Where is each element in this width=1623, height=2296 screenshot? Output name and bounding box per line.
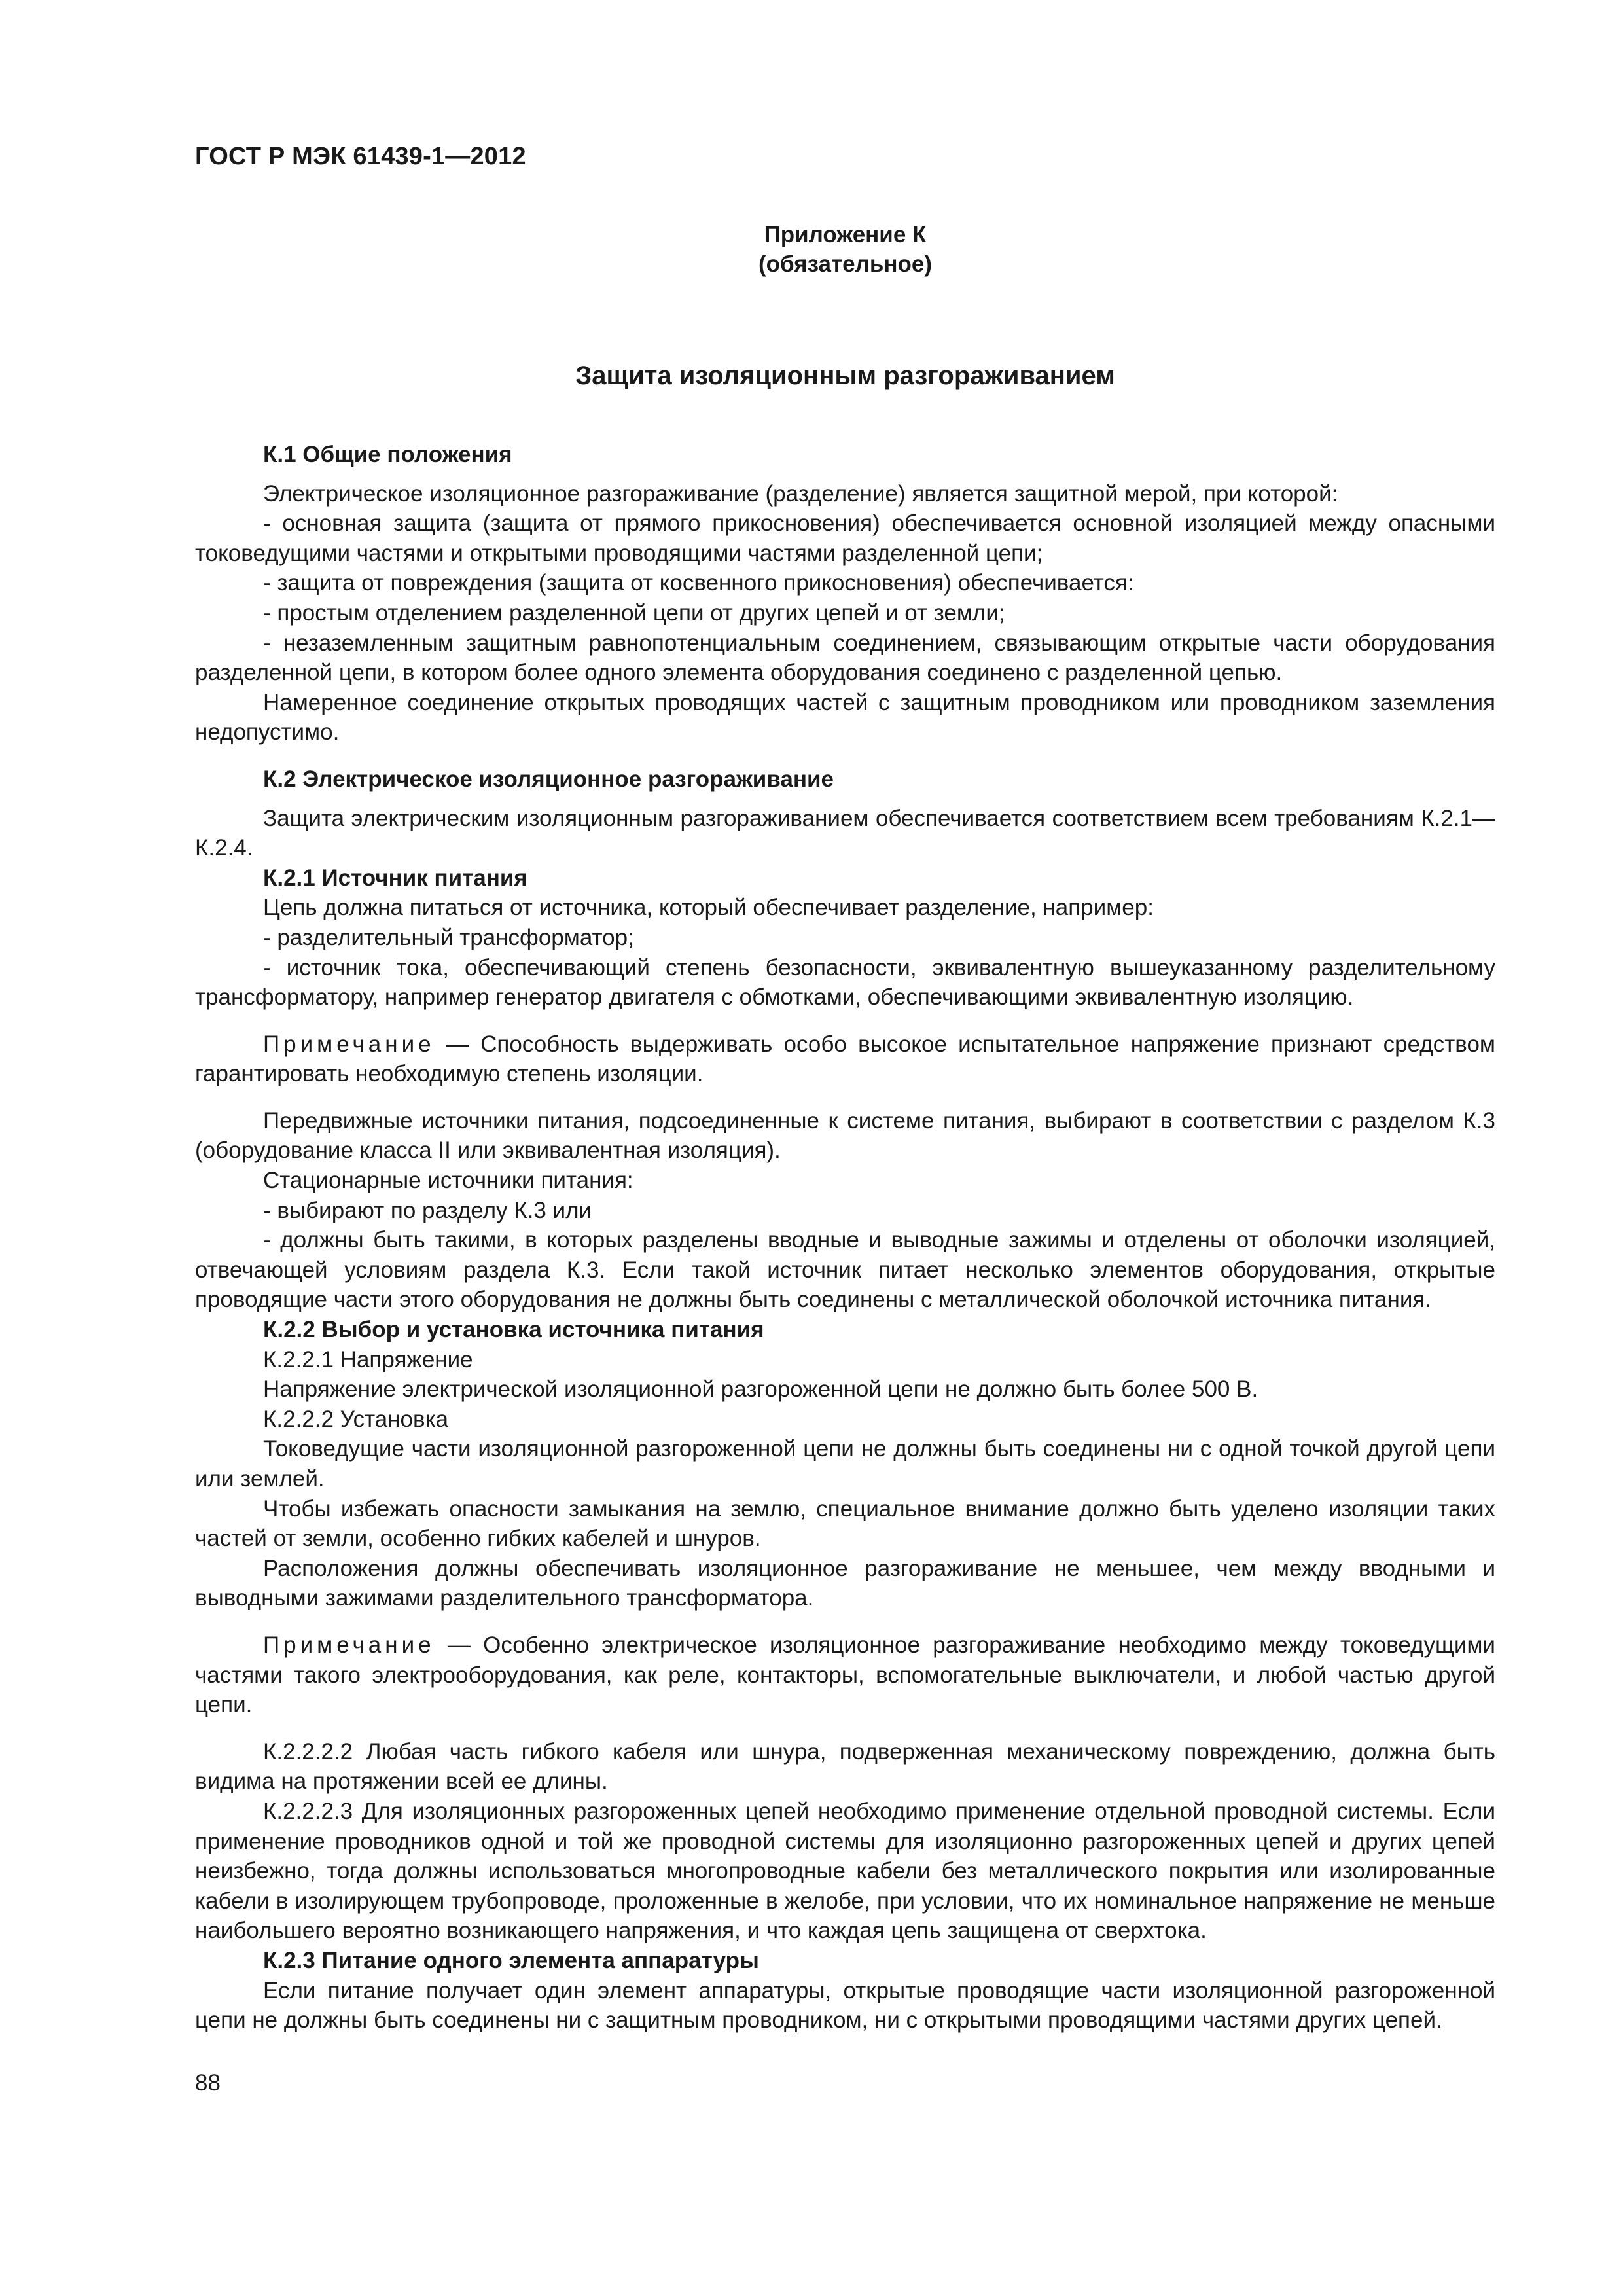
document-body: [195, 440, 1495, 2036]
paragraph: К.2.2.2.2 Любая часть гибкого кабеля или шнура, подверженная механическому повреждению, должна быть видима на протяжении всей ее длины.: [195, 1738, 1495, 1795]
appendix-label: Приложение К: [764, 222, 927, 247]
note-label: Примечание: [263, 1632, 435, 1658]
page-number: 88: [195, 2070, 221, 2096]
subsection-heading-k23: К.2.3 Питание одного элемента аппаратуры: [263, 1947, 759, 1973]
paragraph: - должны быть такими, в которых разделены вводные и выводные зажимы и отделены от оболочки изоляцией, отвечающей условиям раздела К.3. Если такой источник питает несколько элементов оборудования, открытые проводящие части этого оборудования не должны быть соединены с металлической оболочкой источника питания.: [195, 1227, 1495, 1313]
paragraph: Цепь должна питаться от источника, который обеспечивает разделение, например:: [263, 895, 1154, 921]
subsection-heading-k21: К.2.1 Источник питания: [263, 865, 527, 891]
appendix-status: (обязательное): [758, 251, 932, 277]
page-title: Защита изоляционным разгораживанием: [575, 361, 1115, 390]
paragraph: Если питание получает один элемент аппаратуры, открытые проводящие части изоляционной разгороженной цепи не должны быть соединены ни с защитным проводником, ни с открытыми проводящими частями других цепей.: [195, 1977, 1495, 2034]
paragraph: - источник тока, обеспечивающий степень безопасности, эквивалентную вышеуказанному разделительному трансформатору, например генератор двигателя с обмотками, обеспечивающими эквивалентную изоляцию.: [195, 954, 1495, 1011]
section-heading-k1: К.1 Общие положения: [263, 442, 512, 467]
paragraph: - выбирают по разделу К.3 или: [263, 1197, 592, 1223]
paragraph: - разделительный трансформатор;: [263, 924, 634, 950]
subsection-heading-k222: К.2.2.2 Установка: [263, 1406, 449, 1432]
note-text: — Особенно электрическое изоляционное разгораживание необходимо между токоведущими частями такого электрооборудования, как реле, контакторы, вспомогательные выключатели, и любой частью другой цепи.: [195, 1632, 1495, 1718]
paragraph: Расположения должны обеспечивать изоляционное разгораживание не меньшее, чем между вводными и выводными зажимами разделительного трансформатора.: [195, 1555, 1495, 1611]
paragraph: - основная защита (защита от прямого прикосновения) обеспечивается основной изоляцией между опасными токоведущими частями и открытыми проводящими частями разделенной цепи;: [195, 511, 1495, 566]
paragraph: Чтобы избежать опасности замыкания на землю, специальное внимание должно быть уделено изоляции таких частей от земли, особенно гибких кабелей и шнуров.: [195, 1496, 1495, 1552]
section-heading-k2: К.2 Электрическое изоляционное разгораживание: [263, 766, 834, 792]
appendix-heading: [195, 220, 1495, 279]
paragraph: Электрическое изоляционное разгораживание (разделение) является защитной мерой, при которой:: [263, 480, 1338, 507]
note-text: — Способность выдерживать особо высокое испытательное напряжение признают средством гарантировать необходимую степень изоляции.: [195, 1031, 1495, 1087]
paragraph: - незаземленным защитным равнопотенциальным соединением, связывающим открытые части оборудования разделенной цепи, в котором более одного элемента оборудования соединено с разделенной цепью.: [195, 630, 1495, 686]
note: [195, 1630, 1495, 1720]
note-label: Примечание: [263, 1031, 435, 1057]
paragraph: Токоведущие части изоляционной разгороженной цепи не должны быть соединены ни с одной точкой другой цепи или землей.: [195, 1436, 1495, 1492]
paragraph: Защита электрическим изоляционным разгораживанием обеспечивается соответствием всем требованиям К.2.1—К.2.4.: [195, 805, 1495, 861]
paragraph: - простым отделением разделенной цепи от других цепей и от земли;: [263, 600, 1005, 626]
subsection-heading-k221: К.2.2.1 Напряжение: [263, 1346, 473, 1372]
paragraph: Напряжение электрической изоляционной разгороженной цепи не должно быть более 500 В.: [263, 1376, 1258, 1403]
paragraph: Передвижные источники питания, подсоединенные к системе питания, выбирают в соответствии с разделом К.3 (оборудование класса II или эквивалентная изоляция).: [195, 1107, 1495, 1164]
paragraph: Намеренное соединение открытых проводящих частей с защитным проводником или проводником заземления недопустимо.: [195, 689, 1495, 745]
note: [195, 1030, 1495, 1089]
subsection-heading-k22: К.2.2 Выбор и установка источника питания: [263, 1317, 764, 1343]
paragraph: Стационарные источники питания:: [263, 1168, 633, 1194]
document-header: ГОСТ Р МЭК 61439-1—2012: [195, 143, 526, 170]
paragraph: К.2.2.2.3 Для изоляционных разгороженных цепей необходимо применение отдельной проводной системы. Если применение проводников одной и той же проводной системы для изоляционно разгороженных цепей и других цепей неизбежно, тогда должны использоваться многопроводные кабели без металлического покрытия или изолированные кабели в изолирующем трубопроводе, проложенные в желобе, при условии, что их номинальное напряжение не меньше наибольшего вероятно возникающего напряжения, и что каждая цепь защищена от сверхтока.: [195, 1798, 1495, 1944]
paragraph: - защита от повреждения (защита от косвенного прикосновения) обеспечивается:: [263, 570, 1134, 596]
